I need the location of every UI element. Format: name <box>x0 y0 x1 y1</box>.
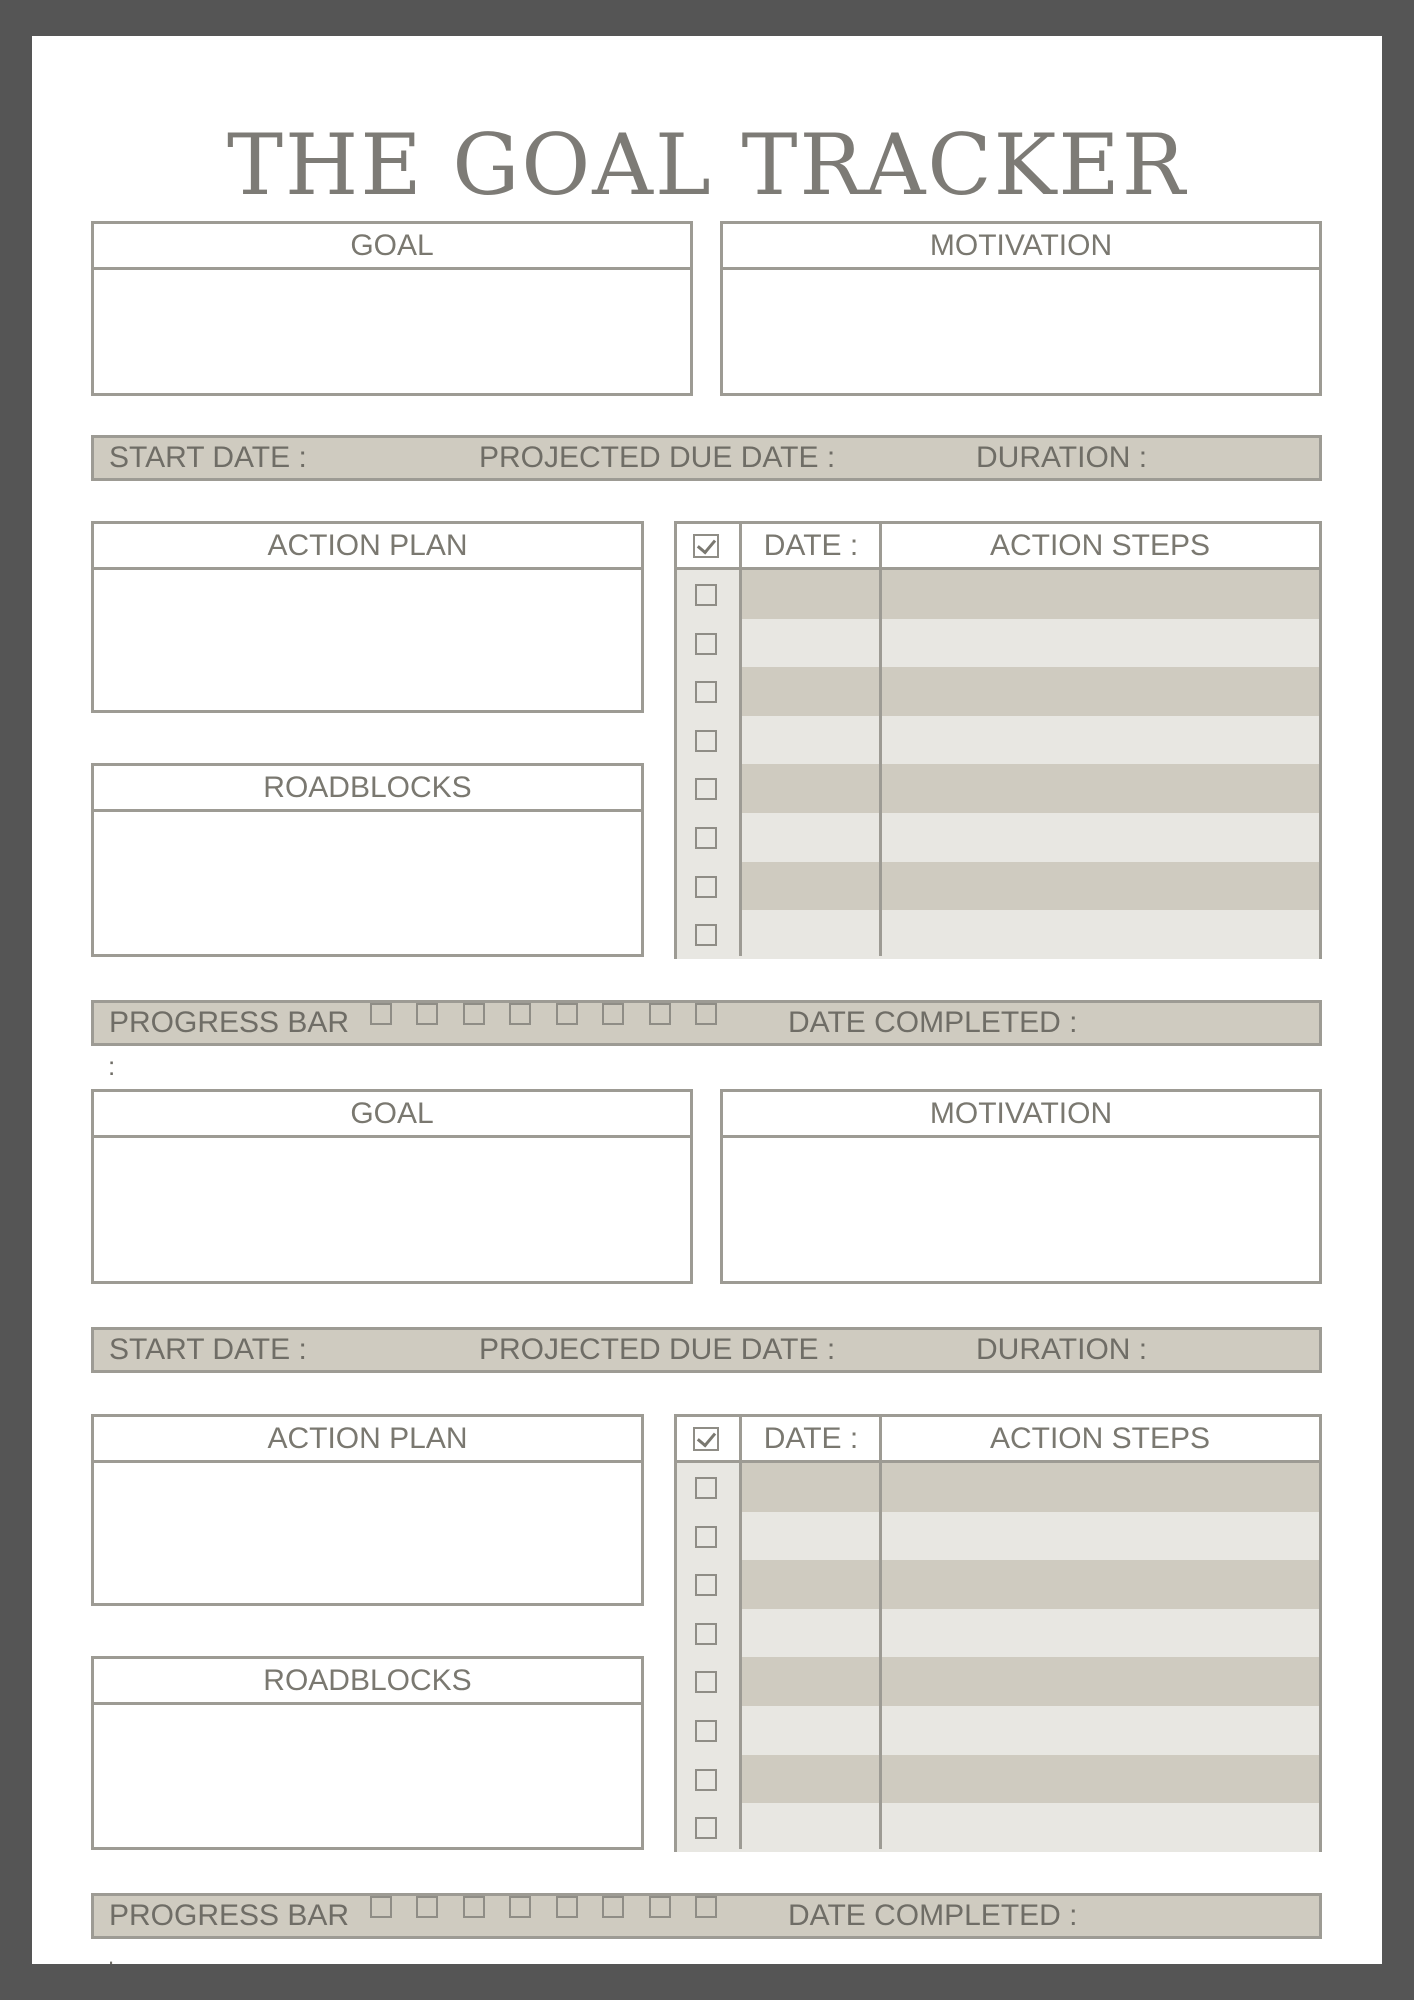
duration-label-1: DURATION : <box>976 441 1148 474</box>
action-steps-table-header-1 <box>677 524 1319 570</box>
roadblocks-header-2: ROADBLOCKS <box>94 1659 641 1705</box>
date-completed-label-2: DATE COMPLETED : <box>788 1899 1078 1932</box>
date-completed-label-1: DATE COMPLETED : <box>788 1006 1078 1039</box>
table-row[interactable] <box>677 910 1319 959</box>
action-steps-column-header-2: ACTION STEPS <box>989 1422 1211 1455</box>
motivation-header-1: MOTIVATION <box>723 224 1319 270</box>
column-divider <box>739 1417 742 1849</box>
table-row[interactable] <box>677 570 1319 619</box>
progress-checkbox-icon[interactable] <box>416 1896 438 1918</box>
progress-checkbox-icon[interactable] <box>509 1003 531 1025</box>
start-date-label-2: START DATE : <box>109 1333 307 1366</box>
action-plan-header-1: ACTION PLAN <box>94 524 641 570</box>
checkbox-checked-icon <box>693 534 719 558</box>
stray-dot: . <box>108 1944 115 1969</box>
table-row[interactable] <box>677 1609 1319 1658</box>
table-row[interactable] <box>677 1512 1319 1561</box>
progress-checkbox-icon[interactable] <box>463 1003 485 1025</box>
table-row[interactable] <box>677 667 1319 716</box>
checkbox-icon[interactable] <box>695 633 717 655</box>
roadblocks-box-2[interactable] <box>91 1656 644 1850</box>
stray-colon: : <box>108 1051 116 1081</box>
roadblocks-header-1: ROADBLOCKS <box>94 766 641 812</box>
dates-band-2 <box>91 1327 1322 1373</box>
progress-checkbox-icon[interactable] <box>649 1003 671 1025</box>
table-row[interactable] <box>677 716 1319 765</box>
checkbox-icon[interactable] <box>695 1574 717 1596</box>
page-title: THE GOAL TRACKER <box>227 116 1187 214</box>
checkbox-icon[interactable] <box>695 1477 717 1499</box>
action-steps-rows-2 <box>677 1463 1319 1849</box>
action-steps-column-header-1: ACTION STEPS <box>989 529 1211 562</box>
checkbox-icon[interactable] <box>695 827 717 849</box>
progress-checkbox-icon[interactable] <box>695 1896 717 1918</box>
table-row[interactable] <box>677 619 1319 668</box>
checkbox-icon[interactable] <box>695 1526 717 1548</box>
progress-checkbox-icon[interactable] <box>416 1003 438 1025</box>
progress-checkbox-icon[interactable] <box>649 1896 671 1918</box>
checkbox-icon[interactable] <box>695 1720 717 1742</box>
checkbox-icon[interactable] <box>695 778 717 800</box>
progress-bar-label-1: PROGRESS BAR <box>109 1006 350 1039</box>
progress-checkbox-icon[interactable] <box>602 1896 624 1918</box>
dates-band-1 <box>91 435 1322 481</box>
progress-bar-label-2: PROGRESS BAR <box>109 1899 350 1932</box>
progress-checkbox-icon[interactable] <box>370 1003 392 1025</box>
checkbox-icon[interactable] <box>695 1817 717 1839</box>
table-row[interactable] <box>677 862 1319 911</box>
checkbox-icon[interactable] <box>695 1623 717 1645</box>
goal-box-1[interactable] <box>91 221 693 396</box>
table-row[interactable] <box>677 813 1319 862</box>
progress-checkbox-icon[interactable] <box>509 1896 531 1918</box>
table-row[interactable] <box>677 1803 1319 1852</box>
date-column-header-2: DATE : <box>763 1422 859 1455</box>
progress-checkbox-icon[interactable] <box>370 1896 392 1918</box>
progress-band-1 <box>91 1000 1322 1046</box>
tracker-sheet <box>32 36 1382 1969</box>
checkbox-icon[interactable] <box>695 876 717 898</box>
checkbox-icon[interactable] <box>695 681 717 703</box>
action-plan-header-2: ACTION PLAN <box>94 1417 641 1463</box>
duration-label-2: DURATION : <box>976 1333 1148 1366</box>
checkbox-icon[interactable] <box>695 584 717 606</box>
checkbox-icon[interactable] <box>695 1671 717 1693</box>
column-divider <box>739 524 742 956</box>
column-divider <box>879 1417 882 1849</box>
date-column-header-1: DATE : <box>763 529 859 562</box>
goal-header-2: GOAL <box>94 1092 690 1138</box>
goal-header-1: GOAL <box>94 224 690 270</box>
checkbox-checked-icon <box>693 1427 719 1451</box>
roadblocks-box-1[interactable] <box>91 763 644 957</box>
table-row[interactable] <box>677 1560 1319 1609</box>
table-row[interactable] <box>677 1463 1319 1512</box>
checkbox-icon[interactable] <box>695 730 717 752</box>
progress-checkbox-icon[interactable] <box>463 1896 485 1918</box>
checkbox-icon[interactable] <box>695 1769 717 1791</box>
checkbox-icon[interactable] <box>695 924 717 946</box>
progress-checkbox-icon[interactable] <box>695 1003 717 1025</box>
action-steps-table-2 <box>674 1414 1322 1852</box>
goal-box-2[interactable] <box>91 1089 693 1284</box>
progress-checkbox-icon[interactable] <box>602 1003 624 1025</box>
start-date-label-1: START DATE : <box>109 441 307 474</box>
action-steps-table-header-2 <box>677 1417 1319 1463</box>
action-plan-box-2[interactable] <box>91 1414 644 1606</box>
action-steps-table-1 <box>674 521 1322 959</box>
table-row[interactable] <box>677 1657 1319 1706</box>
column-divider <box>879 524 882 956</box>
projected-due-date-label-2: PROJECTED DUE DATE : <box>479 1333 836 1366</box>
action-plan-box-1[interactable] <box>91 521 644 713</box>
projected-due-date-label-1: PROJECTED DUE DATE : <box>479 441 836 474</box>
table-row[interactable] <box>677 1755 1319 1804</box>
table-row[interactable] <box>677 764 1319 813</box>
action-steps-rows-1 <box>677 570 1319 956</box>
progress-checkbox-icon[interactable] <box>556 1896 578 1918</box>
table-row[interactable] <box>677 1706 1319 1755</box>
progress-band-2 <box>91 1893 1322 1939</box>
motivation-box-1[interactable] <box>720 221 1322 396</box>
motivation-box-2[interactable] <box>720 1089 1322 1284</box>
progress-checkbox-icon[interactable] <box>556 1003 578 1025</box>
motivation-header-2: MOTIVATION <box>723 1092 1319 1138</box>
